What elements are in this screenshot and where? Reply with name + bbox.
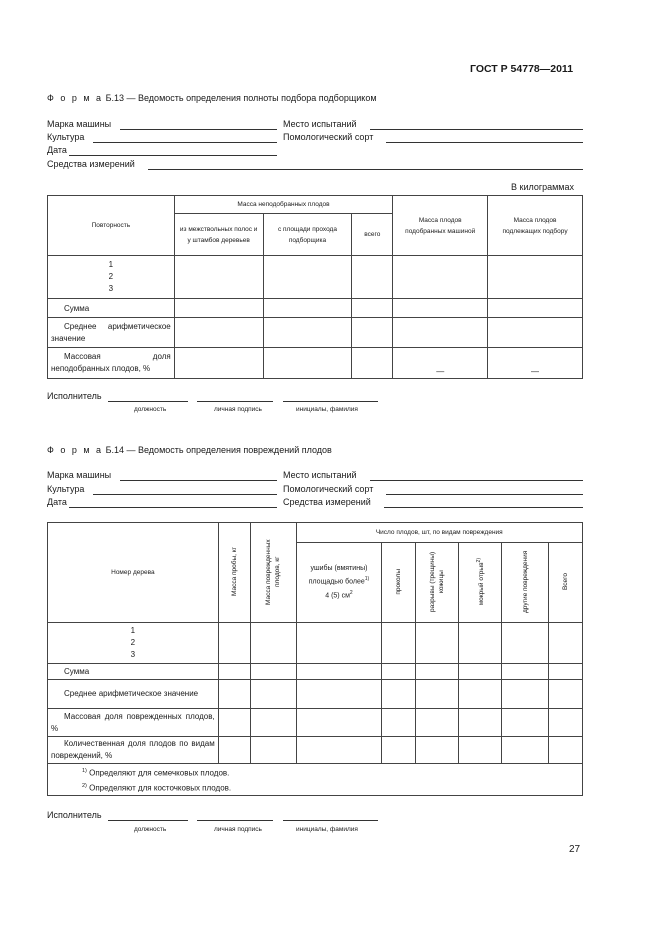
form14-caption-signature: личная подпись xyxy=(214,826,262,833)
cell[interactable] xyxy=(549,737,583,764)
form13-name-line[interactable] xyxy=(283,401,378,402)
table-row xyxy=(48,299,583,318)
col-sample xyxy=(218,523,250,623)
cell[interactable] xyxy=(174,256,263,299)
form13-crop-label: Культура xyxy=(47,132,85,142)
cell[interactable] xyxy=(459,623,502,664)
col-bruise xyxy=(296,543,382,623)
cell[interactable] xyxy=(549,623,583,664)
cell[interactable] xyxy=(174,299,263,318)
form13-place-label: Место испытаний xyxy=(283,119,357,129)
form14-title-text: Б.14 — Ведомость определения повреждений плодов xyxy=(105,445,332,455)
cell[interactable] xyxy=(263,318,352,348)
row-num: 3 xyxy=(130,650,136,659)
cell[interactable] xyxy=(218,737,250,764)
cell[interactable] xyxy=(459,737,502,764)
row-avg: Среднее арифметическое значение xyxy=(48,680,219,709)
table-row xyxy=(48,709,583,737)
form13-place-line[interactable] xyxy=(370,129,583,130)
col-machine: Масса плодов подобранных машиной xyxy=(393,196,488,256)
cell[interactable] xyxy=(382,737,416,764)
col-total xyxy=(549,543,583,623)
cell[interactable] xyxy=(250,664,296,680)
cell[interactable] xyxy=(502,680,549,709)
form13-date-label: Дата xyxy=(47,145,67,155)
col-other xyxy=(502,543,549,623)
cell[interactable] xyxy=(250,623,296,664)
dash-cell: — xyxy=(393,348,488,379)
col-bruise-area: 4 (5) см xyxy=(325,591,350,599)
cell[interactable] xyxy=(250,709,296,737)
form14-executor-label: Исполнитель xyxy=(47,810,102,820)
form14-signature-line[interactable] xyxy=(197,820,273,821)
cell[interactable] xyxy=(352,348,393,379)
form14-machine-label: Марка машины xyxy=(47,470,112,480)
form14-position-line[interactable] xyxy=(108,820,188,821)
cell[interactable] xyxy=(382,709,416,737)
cell[interactable] xyxy=(488,256,583,299)
col-mass-group: Масса неподобранных плодов xyxy=(174,196,393,214)
footnote-2-mark: 2) xyxy=(82,782,87,789)
cell[interactable] xyxy=(416,709,459,737)
form14-place-line[interactable] xyxy=(370,480,583,481)
cell[interactable] xyxy=(352,256,393,299)
form14-crop-label: Культура xyxy=(47,484,85,494)
row-sum: Сумма xyxy=(48,664,219,680)
form14-caption-name: инициалы, фамилия xyxy=(296,826,358,833)
table-row xyxy=(48,348,583,379)
col-damaged xyxy=(250,523,296,623)
page-number: 27 xyxy=(569,844,581,855)
row-num: 1 xyxy=(108,260,114,269)
cell[interactable] xyxy=(296,623,382,664)
cell[interactable] xyxy=(459,664,502,680)
col-other-text: другие повреждения xyxy=(521,550,529,613)
form14-variety-line[interactable] xyxy=(386,494,583,495)
form13-position-line[interactable] xyxy=(108,401,188,402)
row-count: Количественная доля плодов по видам повреждений, % xyxy=(48,737,219,764)
footnotes xyxy=(48,764,583,796)
form14-instruments-line[interactable] xyxy=(384,507,583,508)
table-row xyxy=(48,680,583,709)
cell[interactable] xyxy=(416,623,459,664)
cell[interactable] xyxy=(296,680,382,709)
form13-machine-line[interactable] xyxy=(120,129,277,130)
col-rows: из межствольных полос и у штамбов деревьев xyxy=(174,214,263,256)
row-avg: Среднее арифметическое значение xyxy=(48,318,175,348)
cell[interactable] xyxy=(382,623,416,664)
row-num: 2 xyxy=(130,638,136,647)
footnote-2-text: Определяют для косточковых плодов. xyxy=(89,783,232,793)
table-row xyxy=(48,256,583,299)
col-bruise-text: ушибы (вмятины) площадью более xyxy=(308,565,368,586)
form14-name-line[interactable] xyxy=(283,820,378,821)
row-num: 2 xyxy=(108,272,114,281)
form13-table xyxy=(47,195,583,379)
row-numbers xyxy=(48,256,175,299)
col-tree: Номер дерева xyxy=(48,523,219,623)
cell[interactable] xyxy=(218,664,250,680)
cell[interactable] xyxy=(393,299,488,318)
cell[interactable] xyxy=(218,680,250,709)
form13-title xyxy=(47,93,377,103)
form13-variety-label: Помологический сорт xyxy=(283,132,374,142)
cell[interactable] xyxy=(174,348,263,379)
cell[interactable] xyxy=(250,680,296,709)
form14-place-label: Место испытаний xyxy=(283,470,357,480)
cell[interactable] xyxy=(382,680,416,709)
cell[interactable] xyxy=(296,709,382,737)
form14-caption-position: должность xyxy=(134,826,167,833)
col-sample-text: Масса пробы, кг xyxy=(230,547,238,596)
form14-variety-label: Помологический сорт xyxy=(283,484,374,494)
col-total: всего xyxy=(352,214,393,256)
col-total-text: Всего xyxy=(562,572,569,591)
cell[interactable] xyxy=(352,318,393,348)
cell[interactable] xyxy=(502,709,549,737)
form13-units: В килограммах xyxy=(511,182,574,192)
col-group: Число плодов, шт, по видам повреждения xyxy=(296,523,582,543)
cell[interactable] xyxy=(263,348,352,379)
form13-caption-position: должность xyxy=(134,406,167,413)
cell[interactable] xyxy=(416,680,459,709)
cell[interactable] xyxy=(459,680,502,709)
col-tears-text: разрывы (трещины) кожицы xyxy=(429,551,446,612)
row-num: 3 xyxy=(108,284,114,293)
form14-prefix: Ф о р м а xyxy=(47,445,104,455)
cell[interactable] xyxy=(502,664,549,680)
col-punct-text: проколы xyxy=(395,568,403,595)
footnote-1-text: Определяют для семечковых плодов. xyxy=(89,768,230,778)
cell[interactable] xyxy=(250,737,296,764)
col-repeat: Повторность xyxy=(48,196,175,256)
cell[interactable] xyxy=(502,737,549,764)
form13-instruments-label: Средства измерений xyxy=(47,159,135,169)
table-row xyxy=(48,664,583,680)
cell[interactable] xyxy=(218,709,250,737)
form13-machine-label: Марка машины xyxy=(47,119,112,129)
form13-caption-name: инициалы, фамилия xyxy=(296,406,358,413)
cell[interactable] xyxy=(393,256,488,299)
form14-machine-line[interactable] xyxy=(120,480,277,481)
col-punct xyxy=(382,543,416,623)
row-share: Массовая доля неподобранных плодов, % xyxy=(48,348,175,379)
col-bruise-sup: 1) xyxy=(364,576,370,583)
cell[interactable] xyxy=(488,318,583,348)
row-share: Массовая доля поврежденных плодов, % xyxy=(48,709,219,737)
form13-caption-signature: личная подпись xyxy=(214,406,262,413)
col-bruise-sq: 2 xyxy=(349,589,353,596)
form13-title-text: Б.13 — Ведомость определения полноты подбора подборщиком xyxy=(105,93,377,103)
row-sum: Сумма xyxy=(48,299,175,318)
form13-signature-line[interactable] xyxy=(197,401,273,402)
form13-crop-line[interactable] xyxy=(93,142,277,143)
col-wet-wrap xyxy=(476,558,485,605)
footnote-1 xyxy=(82,765,582,780)
notes-row xyxy=(48,764,583,796)
cell[interactable] xyxy=(296,664,382,680)
form13-variety-line[interactable] xyxy=(386,142,583,143)
form13-date-line[interactable] xyxy=(69,155,277,156)
form14-instruments-label: Средства измерений xyxy=(283,497,371,507)
cell[interactable] xyxy=(296,737,382,764)
form13-executor-label: Исполнитель xyxy=(47,391,102,401)
form13-instruments-line[interactable] xyxy=(148,169,583,170)
table-row xyxy=(48,318,583,348)
col-wet-text: мокрый отрыв xyxy=(477,562,485,606)
cell[interactable] xyxy=(459,709,502,737)
cell[interactable] xyxy=(263,299,352,318)
form14-date-label: Дата xyxy=(47,497,67,507)
table-row xyxy=(48,623,583,664)
cell[interactable] xyxy=(382,664,416,680)
cell[interactable] xyxy=(263,256,352,299)
form14-date-line[interactable] xyxy=(69,507,277,508)
row-numbers xyxy=(48,623,219,664)
col-damaged-text: Масса поврежденных плодов, кг xyxy=(265,538,282,605)
cell[interactable] xyxy=(502,623,549,664)
cell[interactable] xyxy=(416,737,459,764)
col-wet xyxy=(459,543,502,623)
cell[interactable] xyxy=(416,664,459,680)
cell[interactable] xyxy=(352,299,393,318)
form14-crop-line[interactable] xyxy=(93,494,277,495)
col-wet-sup: 2) xyxy=(475,557,482,563)
cell[interactable] xyxy=(549,664,583,680)
cell[interactable] xyxy=(393,318,488,348)
cell[interactable] xyxy=(218,623,250,664)
table-row xyxy=(48,737,583,764)
dash-cell: — xyxy=(488,348,583,379)
col-area: с площади прохода подборщика xyxy=(263,214,352,256)
footnote-2 xyxy=(82,780,582,795)
row-num: 1 xyxy=(130,626,136,635)
standard-number: ГОСТ Р 54778—2011 xyxy=(470,63,574,75)
col-pick: Масса плодов подлежащих подбору xyxy=(488,196,583,256)
form14-table xyxy=(47,522,583,796)
cell[interactable] xyxy=(174,318,263,348)
col-tears xyxy=(416,543,459,623)
footnote-1-mark: 1) xyxy=(82,767,87,774)
form14-title xyxy=(47,445,332,455)
cell[interactable] xyxy=(549,709,583,737)
form13-prefix: Ф о р м а xyxy=(47,93,104,103)
cell[interactable] xyxy=(488,299,583,318)
cell[interactable] xyxy=(549,680,583,709)
